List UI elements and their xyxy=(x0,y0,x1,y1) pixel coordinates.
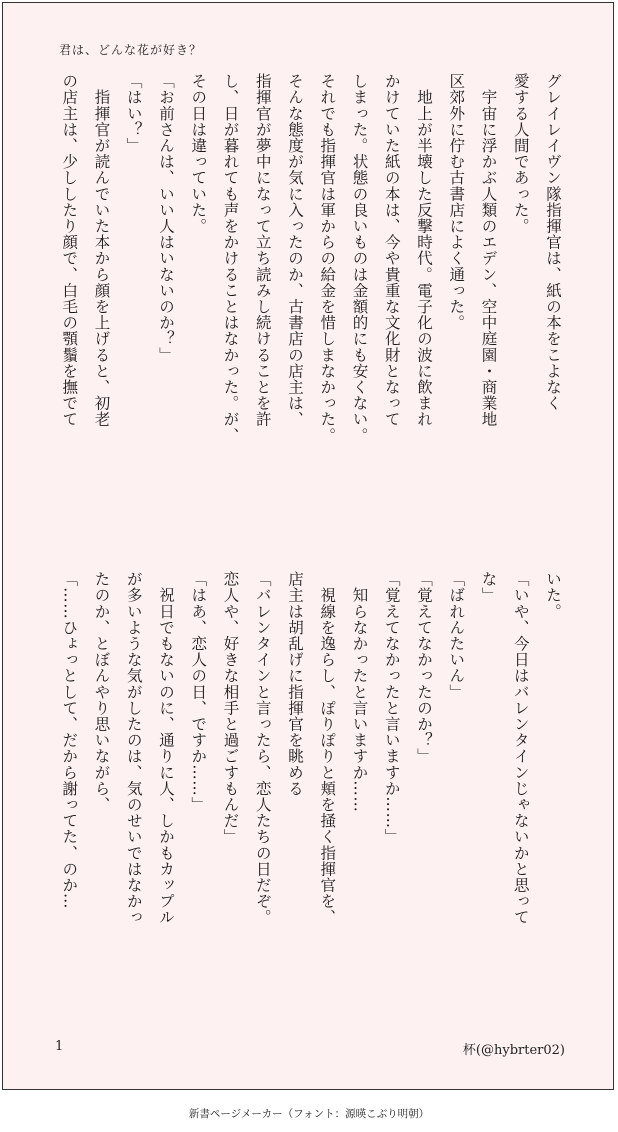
text-line: そんな態度が気に入ったのか、古書店の店主は、 xyxy=(286,73,304,428)
text-line: 指揮官が読んでいた本から顔を上げると、初老 xyxy=(92,73,111,428)
text-line: し、日が暮れても声をかけることはなかった。が、 xyxy=(221,73,240,444)
page-title: 君は、どんな花が好き？ xyxy=(59,43,203,57)
text-line: 「……ひょっとして、だから謝ってた、のか… xyxy=(60,571,79,910)
text-line: 指揮官が夢中になって立ち読みし続けることを許 xyxy=(253,73,272,428)
text-line: 地上が半壊した反撃時代。電子化の波に飲まれ xyxy=(415,73,433,428)
body-text-bottom xyxy=(53,571,569,1033)
generator-credit: 新書ページメーカー（フォント：源暎こぶり明朝） xyxy=(188,1108,430,1120)
text-line: 「はい？」 xyxy=(124,73,143,154)
text-line: 愛する人間であった。 xyxy=(511,73,530,234)
book-page xyxy=(2,2,614,1090)
text-line: 「ばれんたいん」 xyxy=(447,571,466,700)
text-line: 恋人や、好きな相手と過ごすもんだ」 xyxy=(221,571,240,845)
text-line: 「覚えてなかったと言いますか……」 xyxy=(382,571,401,845)
text-line: 「いや、今日はバレンタインじゃないかと思って xyxy=(511,571,530,926)
text-line: 視線を逸らし、ぽりぽりと頬を掻く指揮官を、 xyxy=(318,571,337,926)
text-line: 「覚えてなかったのか？」 xyxy=(415,571,433,765)
body-text-top xyxy=(53,73,569,535)
text-line: の店主は、少ししたり顔で、白毛の顎鬚を撫でて xyxy=(60,73,79,428)
text-line: グレイレイヴン隊指揮官は、紙の本をこよなく xyxy=(544,73,562,412)
page-number: 1 xyxy=(55,1039,64,1054)
text-line: な」 xyxy=(479,571,498,604)
text-line: たのか、とぼんやり思いながら、 xyxy=(92,571,111,813)
text-line: 「バレンタインと言ったら、恋人たちの日だぞ。 xyxy=(253,571,272,926)
text-line: 知らなかったと言いますか…… xyxy=(350,571,369,813)
text-line: 祝日でもないのに、通りに人、しかもカップル xyxy=(157,571,175,926)
text-line: 「お前さんは、いい人はいないのか？」 xyxy=(157,73,175,363)
text-line: 区郊外に佇む古書店によく通った。 xyxy=(447,73,466,331)
text-line: その日は違っていた。 xyxy=(189,73,208,234)
text-line: それでも指揮官は軍からの給金を惜しまなかった。 xyxy=(318,73,337,444)
text-line: が多いような気がしたのは、気のせいではなかっ xyxy=(124,571,143,926)
text-line: 店主は胡乱げに指揮官を眺める xyxy=(286,571,304,797)
author-handle: 杯(@hybrter02) xyxy=(462,1043,565,1058)
text-line: 「はあ、恋人の日、ですか……」 xyxy=(189,571,208,813)
text-line: しまった。状態の良いものは金額的にも安くない。 xyxy=(350,73,369,444)
text-line: 宇宙に浮かぶ人類のエデン、空中庭園・商業地 xyxy=(479,73,498,428)
text-line: かけていた紙の本は、今や貴重な文化財となって xyxy=(382,73,401,428)
text-line: いた。 xyxy=(544,571,562,620)
